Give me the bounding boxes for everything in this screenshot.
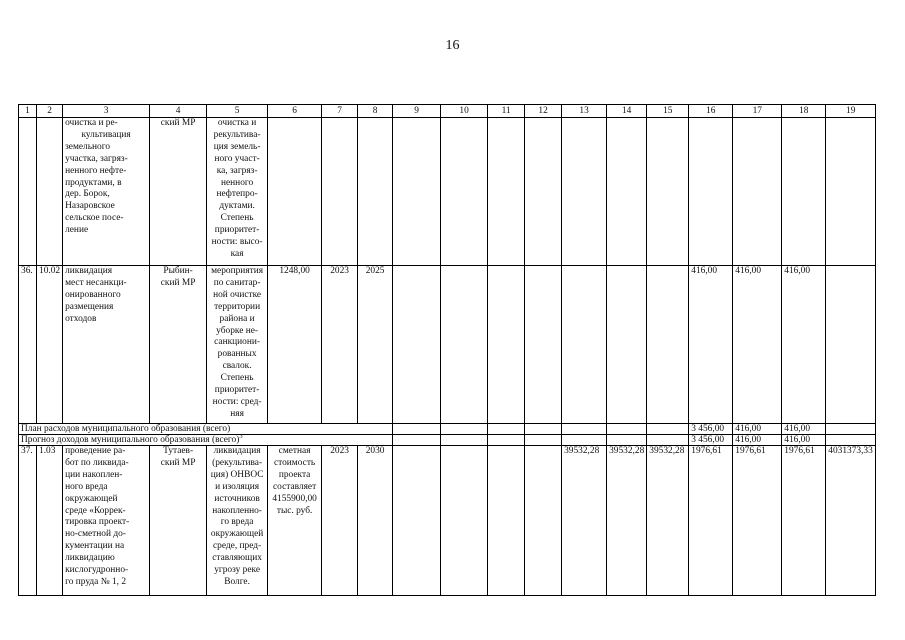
column-number: 17	[733, 105, 782, 118]
value-col-17: 1976,61	[733, 446, 782, 596]
column-number-row	[19, 105, 876, 118]
forecast-value-18: 416,00	[782, 435, 826, 446]
column-number: 10	[441, 105, 488, 118]
measure-code	[37, 118, 63, 266]
column-number: 11	[488, 105, 525, 118]
column-number: 8	[358, 105, 393, 118]
value-col-14: 39532,28	[607, 446, 647, 596]
column-number: 6	[268, 105, 322, 118]
forecast-value-17: 416,00	[733, 435, 782, 446]
value-col-13: 39532,28	[562, 446, 607, 596]
column-number: 15	[647, 105, 689, 118]
value-col-15: 39532,28	[647, 446, 689, 596]
column-number: 12	[525, 105, 562, 118]
table-row	[19, 266, 876, 424]
end-year: 2025	[358, 266, 393, 424]
measure-description: ликвидация (рекультива- ция) ОНВОС и изоляция источников накопленно- го вреда окружающей среде, пред- ставляющих угрозу реке Волге.	[207, 446, 268, 596]
column-number: 5	[207, 105, 268, 118]
measure-code: 1.03	[37, 446, 63, 596]
end-year: 2030	[358, 446, 393, 596]
total-cost: 1248,00	[268, 266, 322, 424]
column-number: 18	[782, 105, 826, 118]
row-number: 36.	[19, 266, 37, 424]
start-year: 2023	[322, 266, 358, 424]
forecast-income-label: Прогноз доходов муниципального образования (всего)$^3$	[19, 435, 393, 446]
table-row	[19, 118, 876, 266]
column-number: 14	[607, 105, 647, 118]
measure-code: 10.02	[37, 266, 63, 424]
row-number	[19, 118, 37, 266]
column-number: 13	[562, 105, 607, 118]
value-col-17: 416,00	[733, 266, 782, 424]
municipality: Рыбин- ский МР	[150, 266, 207, 424]
value-col-16: 1976,61	[689, 446, 733, 596]
measure-name: очистка и ре- культивация земельного участка, загряз- ненного нефте- продуктами, в дер. Борок, Назаровское сельское посе- ление	[63, 118, 150, 266]
value-col-16: 416,00	[689, 266, 733, 424]
value-col-18: 1976,61	[782, 446, 826, 596]
value-col-19: 4031373,33	[826, 446, 876, 596]
row-number: 37.	[19, 446, 37, 596]
measure-name: проведение ра- бот по ликвида- ции накоплен- ного вреда окружающей среде «Коррек- тировка проект- но-сметной до- кументации на ликвидацию кислогудронно- го пруда № 1, 2	[63, 446, 150, 596]
total-cost: сметная стоимость проекта составляет 4155900,00 тыс. руб.	[268, 446, 322, 596]
start-year: 2023	[322, 446, 358, 596]
column-number: 2	[37, 105, 63, 118]
column-number: 1	[19, 105, 37, 118]
municipality: Тутаев- ский МР	[150, 446, 207, 596]
column-number: 3	[63, 105, 150, 118]
plan-expenses-label: План расходов муниципального образования (всего)	[19, 424, 393, 435]
table-row	[19, 446, 876, 596]
column-number: 4	[150, 105, 207, 118]
plan-value-18: 416,00	[782, 424, 826, 435]
plan-value-16: 3 456,00	[689, 424, 733, 435]
measure-description: мероприятия по санитар- ной очистке территории района и уборке не- санкциони- рованных свалок. Степень приоритет- ности: сред- няя	[207, 266, 268, 424]
column-number: 7	[322, 105, 358, 118]
column-number: 19	[826, 105, 876, 118]
column-number: 9	[393, 105, 441, 118]
footnote-marker: 3	[239, 432, 243, 440]
measure-name: ликвидация мест несанкци- онированного размещения отходов	[63, 266, 150, 424]
page-number: 16	[445, 38, 460, 53]
municipality: ский МР	[150, 118, 207, 266]
column-number: 16	[689, 105, 733, 118]
plan-expenses-row	[19, 424, 876, 435]
forecast-value-16: 3 456,00	[689, 435, 733, 446]
forecast-income-row	[19, 435, 876, 446]
plan-value-17: 416,00	[733, 424, 782, 435]
value-col-18: 416,00	[782, 266, 826, 424]
expenditure-table	[18, 104, 876, 596]
measure-description: очистка и рекультива- ция земель- ного участ- ка, загряз- ненного нефтепро- дуктами. Степень приоритет- ности: высо- кая	[207, 118, 268, 266]
